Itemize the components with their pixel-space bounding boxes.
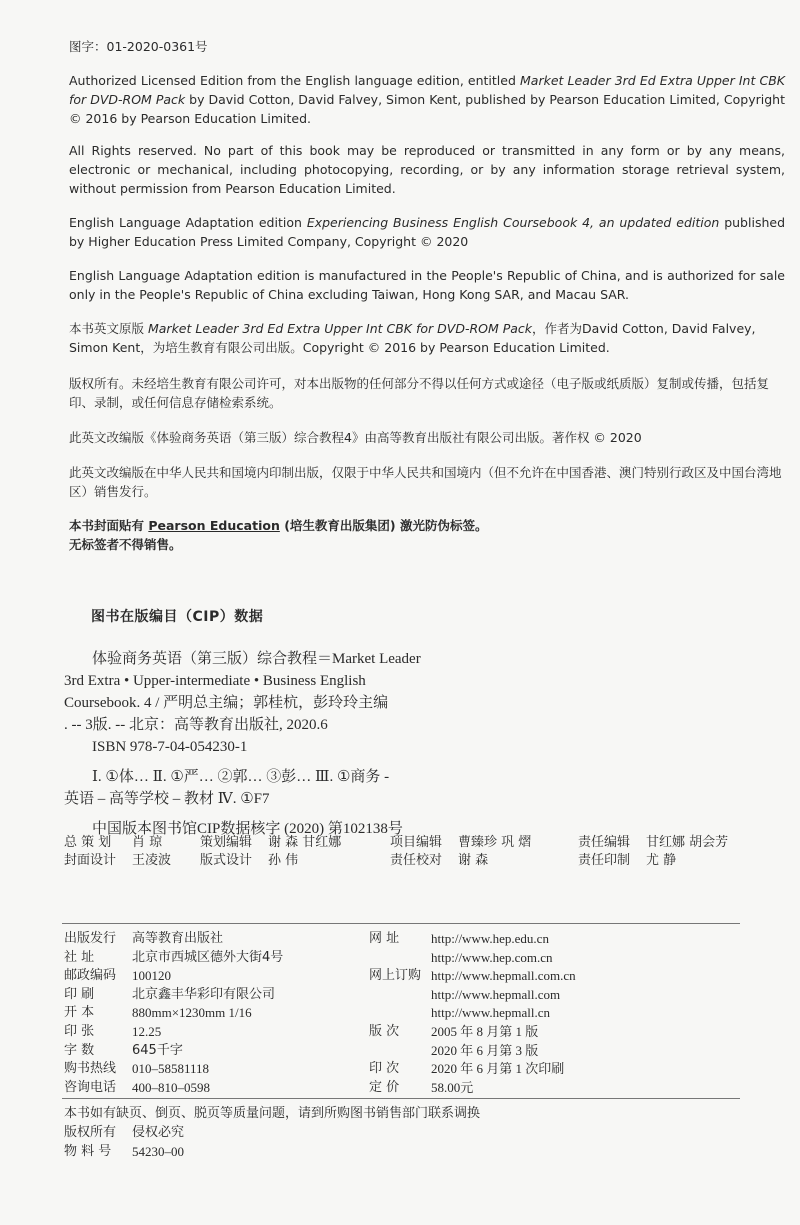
cn-adaptation-paragraph: 此英文改编版《体验商务英语（第三版）综合教程4》由高等教育出版社有限公司出版。著作权 © 2020 (69, 430, 642, 445)
info-label: 印 刷 (64, 986, 95, 1002)
manufacture-paragraph: English Language Adaptation edition is manufactured in the People's Republic of China, and is authorized for sale only in the People's Republic of China excluding Taiwan, Hong Kong SAR, and Macau SAR. (69, 268, 785, 302)
info-row (64, 967, 754, 986)
info-label: 咨询电话 (64, 1079, 117, 1095)
label-notice (69, 516, 785, 554)
cn-original-pre: 本书英文原版 (69, 321, 148, 336)
adaptation-post: published by Higher Education Press Limited Company, Copyright © 2020 (69, 215, 786, 249)
staff-value: 谢 森 甘红娜 (268, 835, 342, 850)
info-label: 字 数 (64, 1042, 95, 1058)
info-value: 010–58581118 (132, 1061, 210, 1077)
info-value: 100120 (132, 968, 171, 984)
footer-value: 侵权必究 (132, 1125, 185, 1140)
license-pre: Authorized Licensed Edition from the English language edition, entitled (69, 73, 520, 88)
footer-quality-note: 本书如有缺页、倒页、脱页等质量问题，请到所购图书销售部门联系调换 (64, 1106, 481, 1121)
staff-value: 曹臻珍 巩 熠 (458, 835, 532, 850)
staff-value: 王凌波 (132, 853, 172, 868)
info-label: 出版发行 (64, 931, 117, 946)
staff-credits (64, 834, 754, 870)
label-notice-brand: Pearson Education (148, 518, 280, 533)
info-label: 定 价 (369, 1079, 400, 1095)
info-label: 开 本 (64, 1005, 95, 1021)
cn-original-post: ，作者为David Cotton, David Falvey, Simon Kent，为培生教育有限公司出版。Copyright © 2016 by Pearson Education Limited. (69, 321, 756, 355)
info-label: 社 址 (64, 949, 95, 965)
label-notice-line2: 无标签者不得销售。 (69, 537, 182, 552)
cip-line: 体验商务英语（第三版）综合教程＝Market Leader (92, 651, 421, 667)
info-row (64, 1079, 754, 1098)
info-value: 2020 年 6 月第 3 版 (431, 1042, 539, 1058)
cip-block (64, 648, 454, 840)
info-label: 购书热线 (64, 1061, 117, 1077)
info-value: http://www.hepmall.com (431, 986, 561, 1002)
staff-label: 版式设计 (200, 853, 253, 868)
footer-label: 物 料 号 (64, 1144, 112, 1159)
permission-code: 图字：01-2020-0361号 (69, 39, 208, 54)
cn-original-paragraph (69, 319, 785, 357)
info-row (64, 949, 754, 968)
info-row (64, 1023, 754, 1042)
cn-rights-paragraph: 版权所有。未经培生教育有限公司许可，对本出版物的任何部分不得以任何方式或途径（电子版或纸质版）复制或传播，包括复印、录制，或任何信息存储检索系统。 (69, 376, 770, 410)
staff-row (64, 852, 754, 870)
staff-value: 甘红娜 胡会芳 (646, 835, 729, 850)
info-value: 2020 年 6 月第 1 次印刷 (431, 1061, 565, 1077)
staff-label: 总 策 划 (64, 835, 112, 850)
staff-value: 谢 森 (458, 853, 489, 868)
cip-number: 中国版本图书馆CIP数据核字 (2020) 第102138号 (92, 821, 403, 837)
info-row (64, 1004, 754, 1023)
info-row (64, 1060, 754, 1079)
footer-value: 54230–00 (132, 1144, 184, 1159)
staff-value: 肖 琼 (132, 835, 163, 850)
info-value: 北京市西城区德外大街4号 (132, 949, 284, 965)
info-label: 版 次 (369, 1023, 400, 1039)
cip-line: 3rd Extra • Upper-intermediate • Business English (64, 673, 366, 689)
cip-isbn: ISBN 978-7-04-054230-1 (92, 739, 248, 755)
label-notice-pre: 本书封面贴有 (69, 518, 149, 533)
info-label: 网 址 (369, 931, 400, 946)
cip-line: 英语 – 高等学校 – 教材 Ⅳ. ①F7 (64, 791, 270, 807)
info-value: 北京鑫丰华彩印有限公司 (132, 986, 276, 1002)
info-value: http://www.hepmall.com.cn (431, 968, 576, 984)
staff-label: 策划编辑 (200, 835, 253, 850)
info-value: http://www.hepmall.cn (431, 1005, 551, 1021)
info-value: 880mm×1230mm 1/16 (132, 1005, 252, 1021)
adaptation-pre: English Language Adaptation edition (69, 215, 307, 230)
license-paragraph (69, 71, 785, 128)
info-value: 645千字 (132, 1042, 183, 1058)
cip-heading: 图书在版编目（CIP）数据 (91, 609, 264, 625)
info-label: 邮政编码 (64, 968, 117, 984)
staff-label: 责任印制 (578, 853, 631, 868)
staff-label: 责任校对 (390, 853, 443, 868)
info-row (64, 930, 754, 949)
license-title: Market Leader 3rd Ed Extra Upper Int CBK for DVD-ROM Pack (69, 73, 785, 107)
adaptation-title: Experiencing Business English Coursebook 4, an updated edition (306, 215, 720, 230)
cip-line: Coursebook. 4 / 严明总主编；郭桂杭，彭玲玲主编 (64, 695, 389, 711)
divider (62, 923, 740, 924)
cip-line: Ⅰ. ①体… Ⅱ. ①严… ②郭… ③彭… Ⅲ. ①商务 - (92, 769, 390, 785)
staff-row (64, 834, 754, 852)
info-value: 12.25 (132, 1023, 162, 1039)
cip-line: . -- 3版. -- 北京：高等教育出版社, 2020.6 (64, 717, 328, 733)
info-value: 400–810–0598 (132, 1079, 210, 1095)
info-value: http://www.hep.edu.cn (431, 931, 549, 946)
divider (62, 1098, 740, 1099)
adaptation-paragraph (69, 213, 785, 251)
staff-label: 封面设计 (64, 853, 117, 868)
staff-value: 尤 静 (646, 853, 677, 868)
info-label: 网上订购 (369, 968, 422, 984)
info-label: 印 张 (64, 1023, 95, 1039)
info-label: 印 次 (369, 1061, 400, 1077)
label-notice-post: (培生教育出版集团) 激光防伪标签。 (279, 518, 488, 533)
cn-original-title: Market Leader 3rd Ed Extra Upper Int CBK for DVD-ROM Pack (147, 321, 533, 336)
info-value: http://www.hep.com.cn (431, 949, 553, 965)
info-value: 58.00元 (431, 1079, 474, 1095)
rights-paragraph: All Rights reserved. No part of this book may be reproduced or transmitted in any form or by any means, electronic or mechanical, including photocopying, recording, or by any information storage retrieval system, without permission from Pearson Education Limited. (69, 143, 785, 196)
footer-label: 版权所有 (64, 1125, 117, 1140)
info-value: 2005 年 8 月第 1 版 (431, 1023, 539, 1039)
staff-label: 责任编辑 (578, 835, 631, 850)
publication-info (64, 930, 754, 1097)
license-post: by David Cotton, David Falvey, Simon Kent, published by Pearson Education Limited, Copyright © 2016 by Pearson Education Limited. (69, 92, 785, 126)
info-row (64, 986, 754, 1005)
info-value: 高等教育出版社 (132, 931, 224, 946)
cn-sale-paragraph: 此英文改编版在中华人民共和国境内印制出版，仅限于中华人民共和国境内（但不允许在中国香港、澳门特别行政区及中国台湾地区）销售发行。 (69, 465, 782, 499)
info-row (64, 1042, 754, 1061)
staff-label: 项目编辑 (390, 835, 443, 850)
staff-value: 孙 伟 (268, 853, 299, 868)
